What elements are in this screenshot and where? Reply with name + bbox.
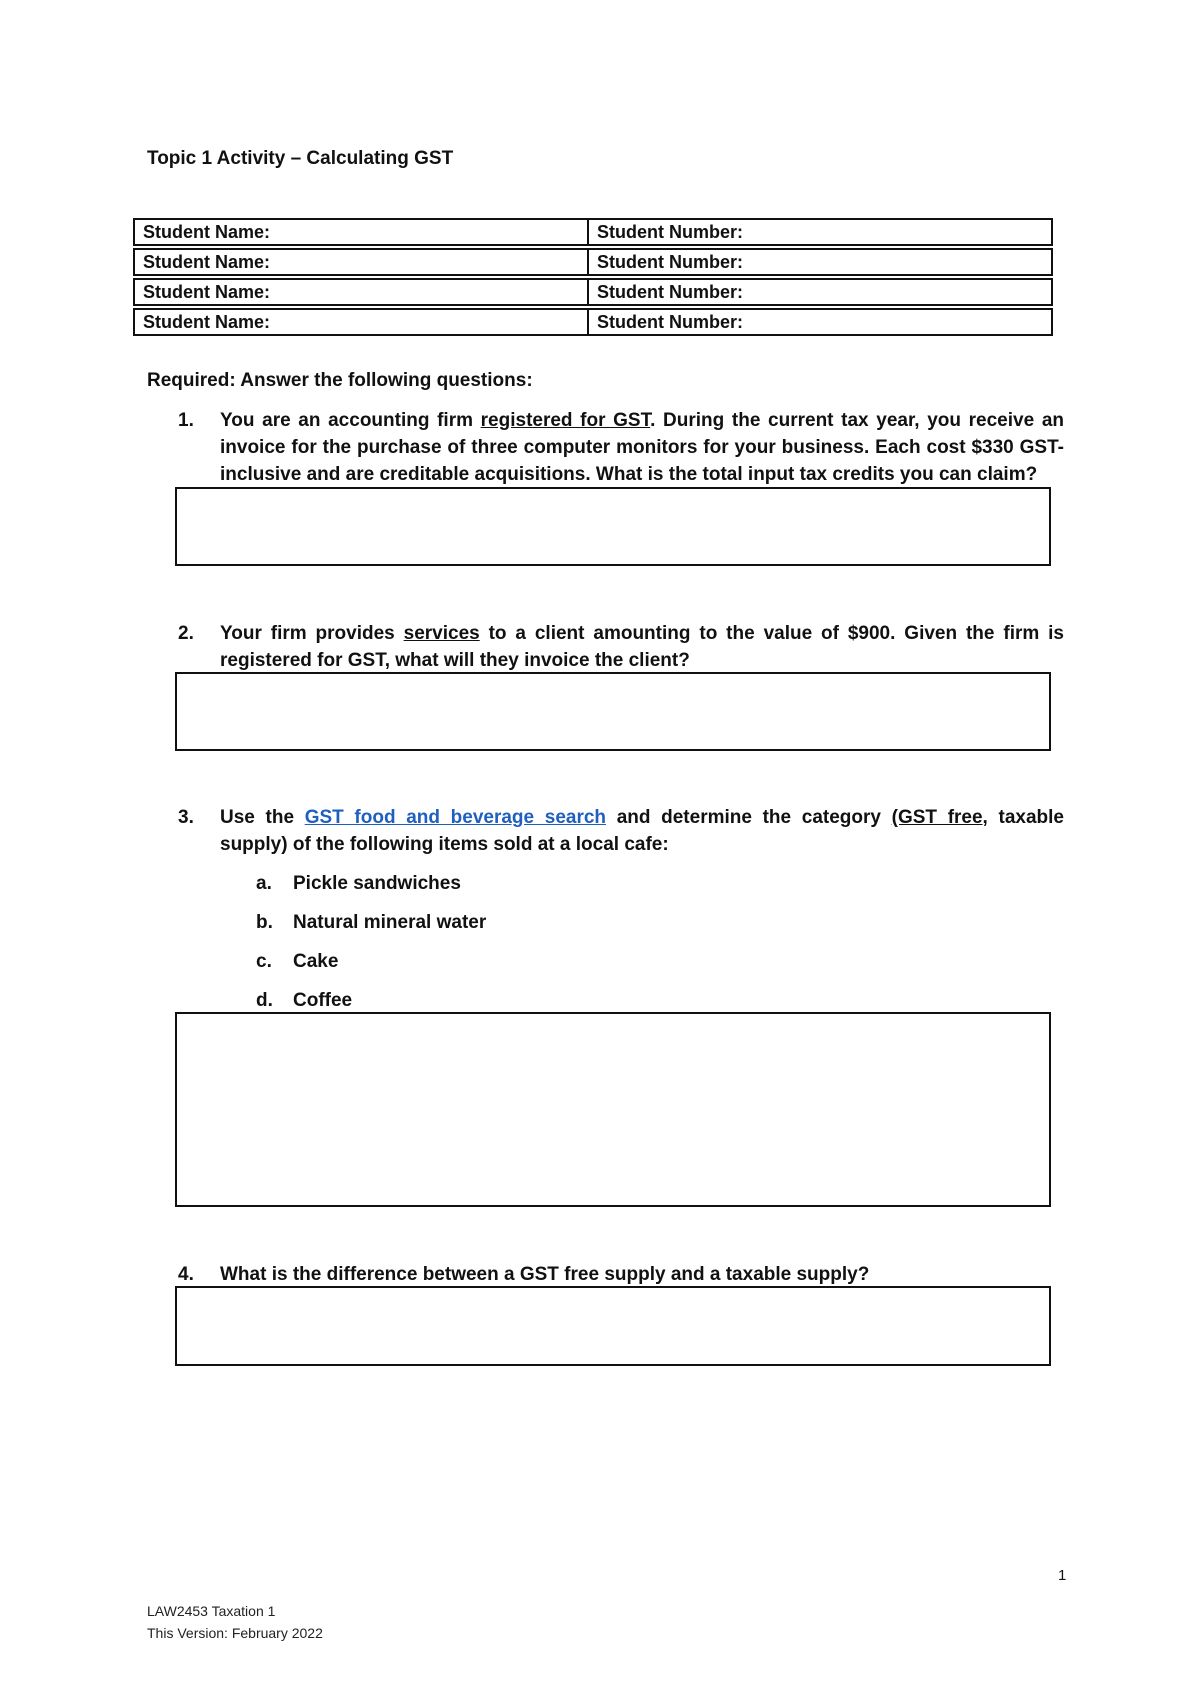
question-text (178, 407, 1064, 488)
item-letter: c. (256, 951, 272, 972)
student-name-label[interactable]: Student Name: (133, 278, 587, 306)
list-item (254, 948, 486, 987)
cafe-items-list (254, 870, 486, 1026)
question-number: 4. (178, 1264, 194, 1285)
item-text: Natural mineral water (293, 912, 487, 933)
question-3 (178, 804, 1064, 858)
question-text-part: You are an accounting firm (220, 410, 481, 431)
question-4 (178, 1261, 1064, 1288)
question-text-part: and determine the category (606, 807, 892, 828)
student-number-label[interactable]: Student Number: (587, 218, 1053, 246)
student-name-label[interactable]: Student Name: (133, 218, 587, 246)
student-number-label[interactable]: Student Number: (587, 248, 1053, 276)
item-letter: b. (256, 912, 273, 933)
question-text-part: Your firm provides (220, 623, 404, 644)
list-item (254, 909, 486, 948)
underlined-term: services (403, 623, 480, 644)
answer-box-2[interactable] (175, 672, 1051, 751)
answer-box-1[interactable] (175, 487, 1051, 566)
question-text-part: to a client amounting to the value of $900. Given the firm is registered for GST, what will they invoice the client? (220, 623, 1064, 671)
student-row (133, 308, 1053, 336)
item-text: Pickle sandwiches (293, 873, 461, 894)
page-number: 1 (1058, 1567, 1067, 1584)
underlined-term: registered for GST (480, 410, 651, 431)
list-item (254, 870, 486, 909)
gst-food-search-link[interactable]: GST food and beverage search (304, 807, 607, 828)
student-row (133, 218, 1053, 246)
item-text: Coffee (293, 990, 353, 1011)
answer-box-4[interactable] (175, 1286, 1051, 1366)
question-text-part: , taxable supply) of the following items sold at a local cafe: (220, 807, 1064, 855)
footer-version: This Version: February 2022 (147, 1625, 323, 1641)
question-text-part: . During the current tax year, you receive an invoice for the purchase of three computer monitors for your business. Each cost $330 GST-inclusive and are creditable acquisitions. What is the total input tax credits you can claim? (220, 410, 1064, 485)
question-text (178, 804, 1064, 858)
student-details-table (133, 216, 1053, 338)
item-text: Cake (293, 951, 339, 972)
item-letter: d. (256, 990, 273, 1011)
question-1 (178, 407, 1064, 488)
answer-box-3[interactable] (175, 1012, 1051, 1207)
question-2 (178, 620, 1064, 674)
question-text (178, 620, 1064, 674)
question-number: 2. (178, 623, 194, 644)
student-name-label[interactable]: Student Name: (133, 248, 587, 276)
student-row (133, 278, 1053, 306)
footer-course: LAW2453 Taxation 1 (147, 1603, 276, 1619)
student-number-label[interactable]: Student Number: (587, 278, 1053, 306)
student-name-label[interactable]: Student Name: (133, 308, 587, 336)
question-number: 3. (178, 807, 194, 828)
underlined-term: (GST free (891, 807, 983, 828)
required-instruction: Required: Answer the following questions: (147, 370, 533, 391)
question-text-part: Use the (220, 807, 305, 828)
question-number: 1. (178, 410, 194, 431)
item-letter: a. (256, 873, 272, 894)
question-text: What is the difference between a GST free supply and a taxable supply? (220, 1264, 870, 1285)
student-number-label[interactable]: Student Number: (587, 308, 1053, 336)
student-row (133, 248, 1053, 276)
document-title: Topic 1 Activity – Calculating GST (147, 148, 454, 169)
